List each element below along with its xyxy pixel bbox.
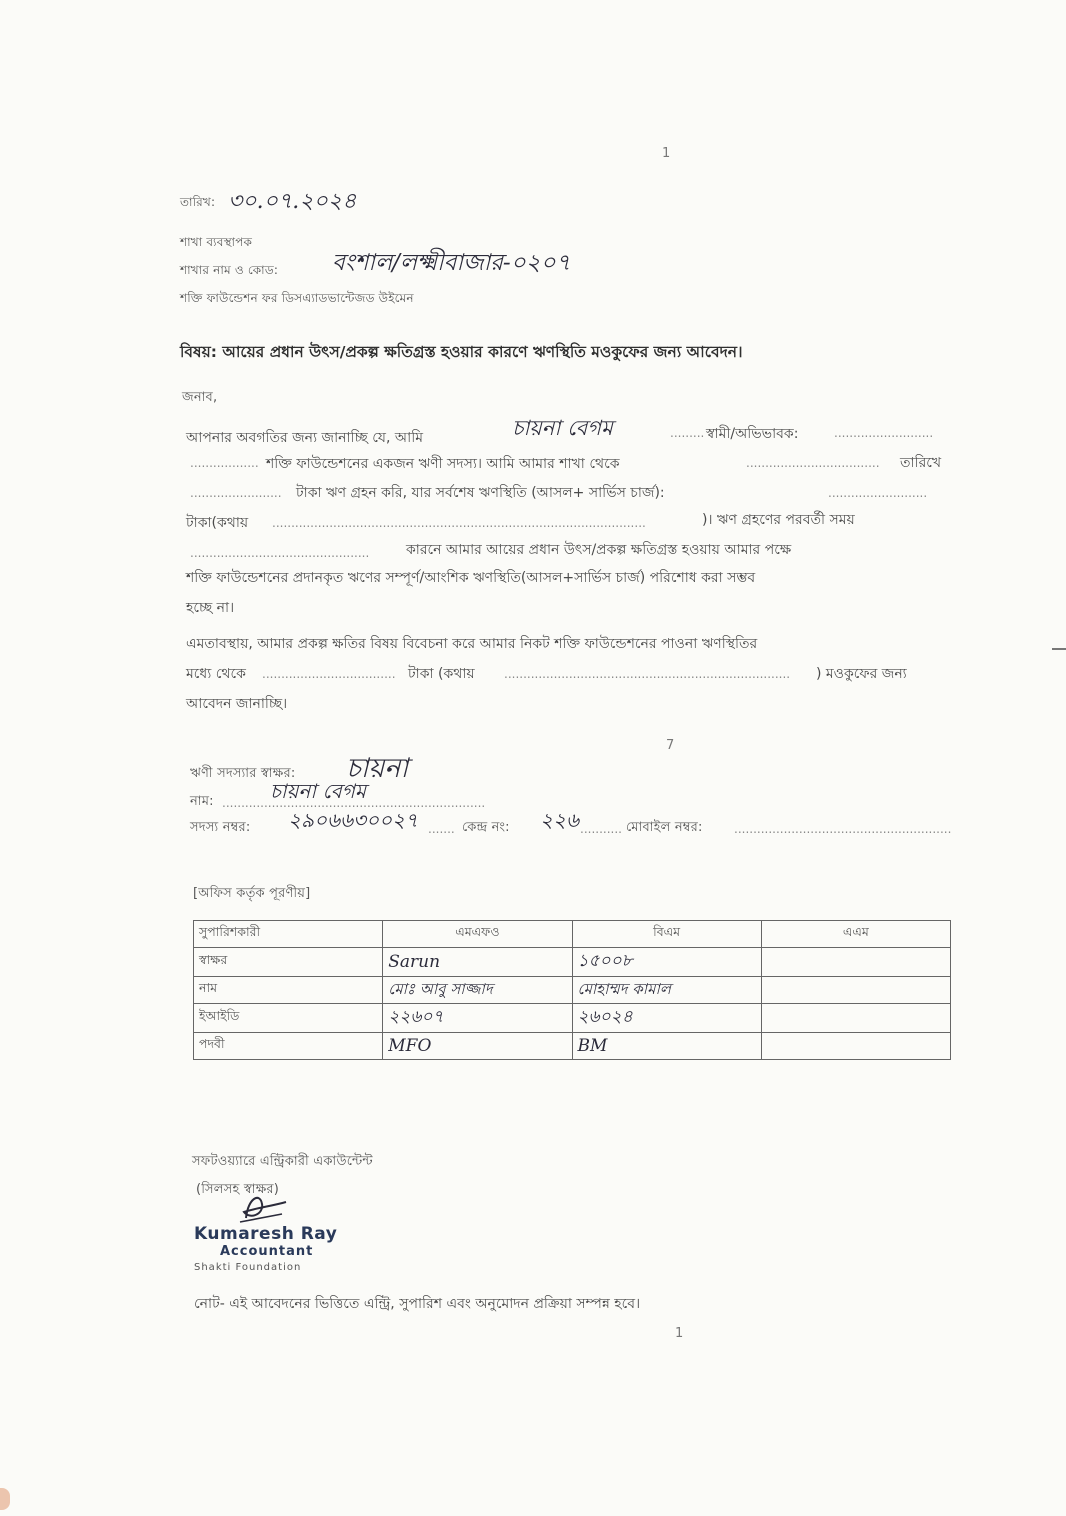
bm-designation: BM [572,1033,761,1060]
footer-note: নোট- এই আবেদনের ভিত্তিতে এন্ট্রি, সুপারিশ এবং অনুমোদন প্রক্রিয়া সম্পন্ন হবে। [194,1296,641,1312]
para2-line3: আবেদন জানাচ্ছি। [186,696,288,712]
bm-signature: ১৫০০৮ [572,948,761,977]
dots: ..................................................................... [222,796,486,810]
mfo-eid: ২২৬০৭ [383,1004,572,1033]
para1-line4-start: টাকা(কথায় [186,515,249,531]
member-id-label: সদস্য নম্বর: [190,820,251,835]
dots: ......... [670,426,705,440]
dots: ......................................................... [734,822,952,836]
salutation: জনাব, [182,390,218,405]
para1-line1-end: স্বামী/অভিভাবক: [706,426,799,442]
para1-line4-end: )। ঋণ গ্রহণের পরবর্তী সময় [702,512,855,528]
office-use-table [193,920,951,1060]
subject-line: বিষয়: আয়ের প্রধান উৎস/প্রকল্প ক্ষতিগ্রস্ত হওয়ার কারণে ঋণস্থিতি মওকুফের জন্য আবেদন। [180,343,743,361]
applicant-name: চায়না বেগম [512,416,613,440]
branch-value: বংশাল/লক্ষ্মীবাজার-০২০৭ [332,250,571,276]
mfo-signature: Sarun [383,948,572,977]
header-mfo: এমএফও [383,921,572,948]
dots: ........................................................................... [504,667,791,681]
table-row [194,948,951,977]
am-signature [761,948,950,977]
member-name-label: নাম: [190,794,214,809]
page-mark-middle: 7 [666,738,675,753]
am-name [761,977,950,1004]
accountant-label: সফটওয়্যারে এন্ট্রিকারী একাউন্টেন্ট [192,1154,373,1169]
para1-line6: শক্তি ফাউন্ডেশনের প্রদানকৃত ঋণের সম্পূর্ণ/আংশিক ঋণস্থিতি(আসল+সার্ভিস চার্জ) পরিশোধ করা সম্ভব [186,570,756,586]
dots: ........... [580,822,622,836]
date-label: তারিখ: [180,195,216,209]
organization-name: শক্তি ফাউন্ডেশন ফর ডিসএ্যাডভান্টেজড উইমেন [180,291,414,305]
member-signature-label: ঋণী সদস্যার স্বাক্ষর: [190,766,296,781]
am-designation [761,1033,950,1060]
am-eid [761,1004,950,1033]
edge-mark [1052,648,1066,650]
stamp-name: Kumaresh Ray [194,1224,338,1244]
member-id: ২৯০৬৬৩০০২৭ [288,808,419,832]
row-label-designation: পদবী [194,1033,383,1060]
para2-line2-start: মধ্যে থেকে [186,666,246,682]
bm-eid: ২৬০২৪ [572,1004,761,1033]
center-number: ২২৬ [540,808,580,832]
para2-line1: এমতাবস্থায়, আমার প্রকল্প ক্ষতির বিষয় বিবেচনা করে আমার নিকট শক্তি ফাউন্ডেশনের পাওনা ঋণস্থিতির [186,636,758,652]
para1-line2-end: তারিখে [900,455,942,471]
dots: .......................... [828,486,928,500]
mobile-label: মোবাইল নম্বর: [626,820,703,835]
stamp-title: Accountant [220,1244,314,1259]
row-label-name: নাম [194,977,383,1004]
table-row [194,977,951,1004]
page-mark-top: 1 [662,146,671,161]
header-am: এএম [761,921,950,948]
mfo-name: মোঃ আবু সাজ্জাদ [383,977,572,1004]
header-bm: বিএম [572,921,761,948]
dots: .................. [190,456,259,470]
table-row [194,1033,951,1060]
para2-line2-end: ) মওকুফের জন্য [816,666,907,682]
row-label-signature: স্বাক্ষর [194,948,383,977]
date-value: ৩০.০৭.২০২৪ [228,189,357,214]
bm-name: মোহাম্মদ কামাল [572,977,761,1004]
dots: ....... [428,822,455,836]
para1-line3: টাকা ঋণ গ্রহন করি, যার সর্বশেষ ঋণস্থিতি (আসল+ সার্ভিস চার্জ): [296,485,665,501]
para1-line1-start: আপনার অবগতির জন্য জানাচ্ছি যে, আমি [186,430,424,446]
mfo-designation: MFO [383,1033,572,1060]
seal-signature-label: (সিলসহ স্বাক্ষর) [196,1182,280,1197]
dots: ........................ [190,486,282,500]
member-signature: চায়না [346,753,409,784]
dots: ................................... [746,456,880,470]
accountant-signature [226,1188,296,1228]
dots: .......................... [834,426,934,440]
para1-line2-start: শক্তি ফাউন্ডেশনের একজন ঋণী সদস্য। আমি আমার শাখা থেকে [266,456,620,472]
table-row [194,1004,951,1033]
page-mark-bottom: 1 [675,1326,684,1341]
para1-line7: হচ্ছে না। [186,600,235,616]
branch-manager: শাখা ব্যবস্থাপক [180,235,253,249]
dots: ............................................... [190,546,370,560]
edge-stain [0,1488,10,1510]
branch-label: শাখার নাম ও কোড: [180,263,279,277]
header-recommender: সুপারিশকারী [194,921,383,948]
para2-line2-mid: টাকা (কথায় [408,666,475,682]
dots: ................................... [262,667,396,681]
office-use-caption: [অফিস কর্তৃক পূরণীয়] [193,886,311,901]
stamp-org: Shakti Foundation [194,1262,302,1273]
dots: .................................................................................................. [272,516,646,530]
member-name: চায়না বেগম [270,779,366,803]
para1-line5: কারনে আমার আয়ের প্রধান উৎস/প্রকল্প ক্ষতিগ্রস্ত হওয়ায় আমার পক্ষে [406,542,792,558]
center-label: কেন্দ্র নং: [462,820,510,835]
table-header-row [194,921,951,948]
row-label-eid: ইআইডি [194,1004,383,1033]
